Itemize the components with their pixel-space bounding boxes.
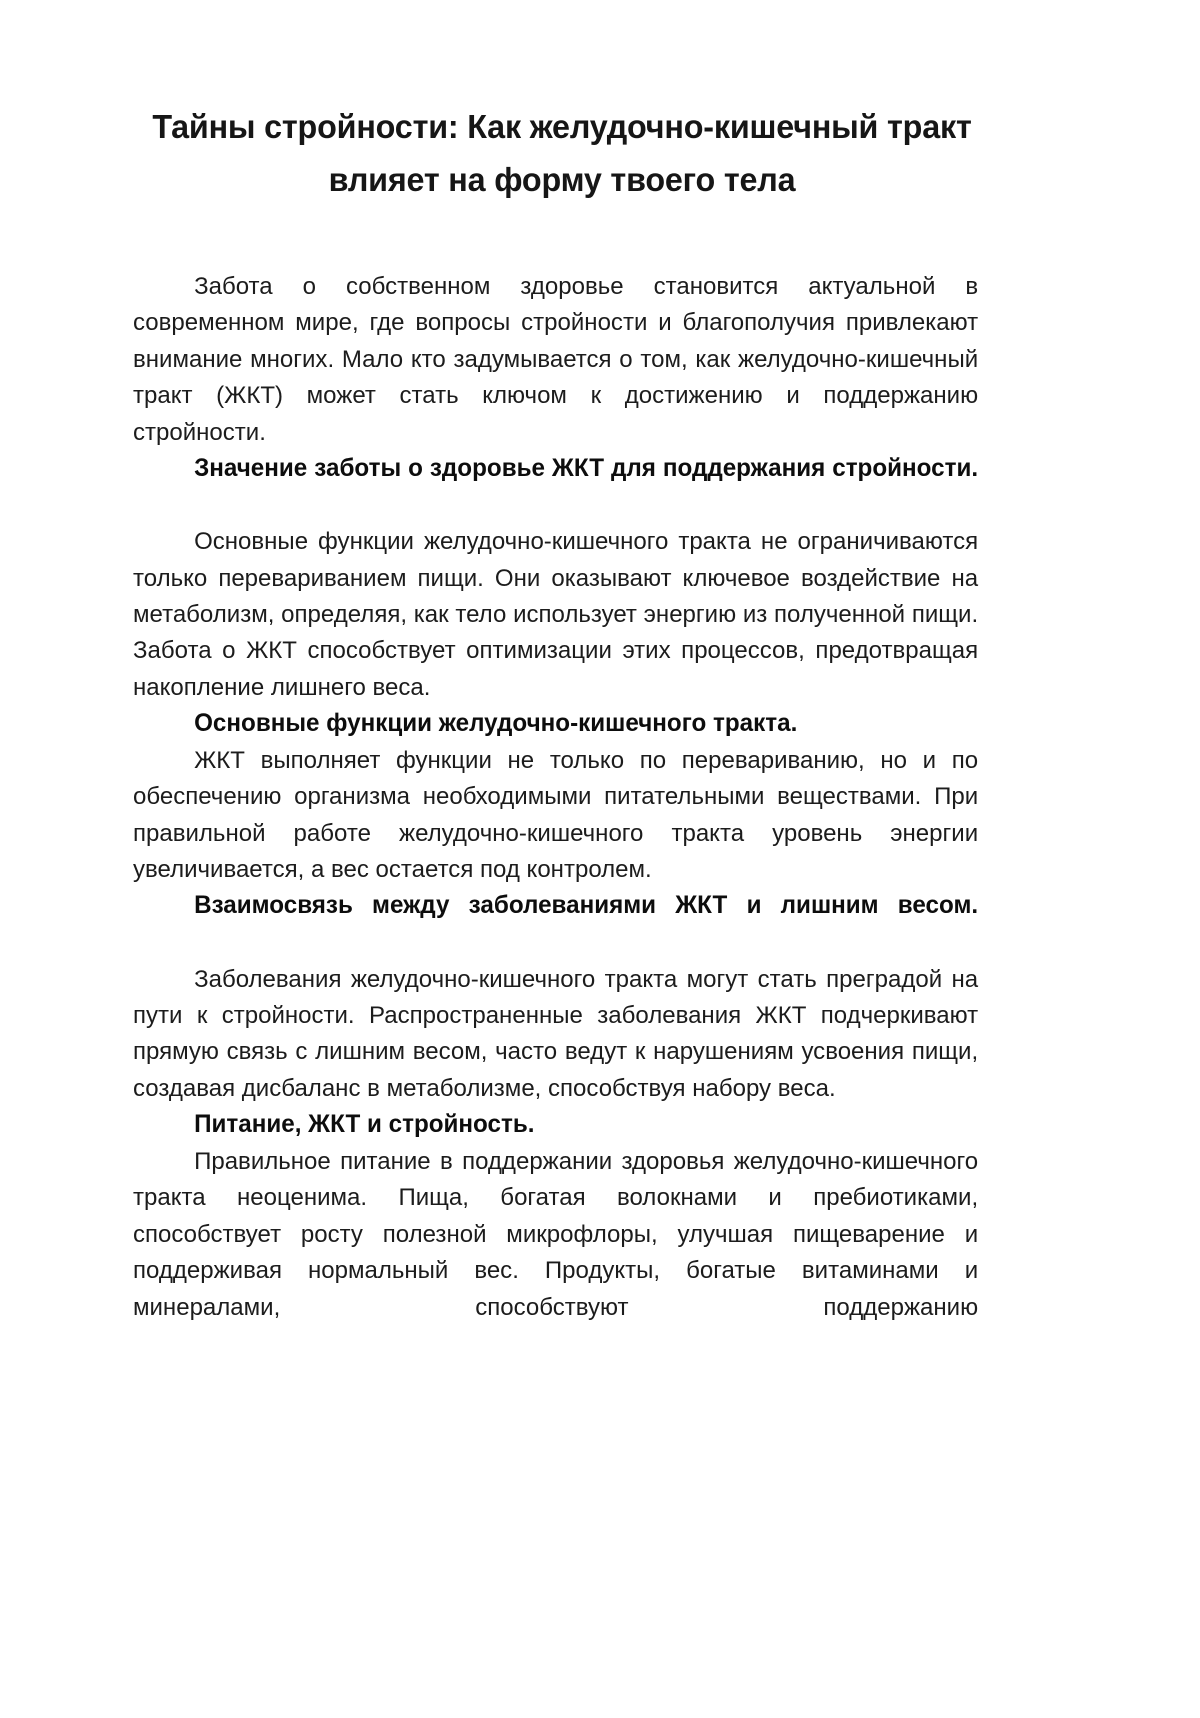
section-heading-pitanie: Питание, ЖКТ и стройность. [194,1111,535,1139]
paragraph-zhkt-vyipolnyaet: ЖКТ выполняет функции не только по перевариванию, но и по обеспечению организма необходимыми питательными веществами. При правильной работе желудочно-кишечного тракта уровень энергии увеличивается, а вес остается под контролем. [133,746,979,884]
section-heading-znachenie-zabotyi: Значение заботы о здоровье ЖКТ для поддержания стройности. [194,455,979,483]
title-spacer [133,207,991,269]
paragraph-intro: Забота о собственном здоровье становится актуальной в современном мире, где вопросы стройности и благополучия привлекают внимание многих. Мало кто задумывается о том, как желудочно-кишечный тракт (ЖКТ) может стать ключом к достижению и поддержанию стройности. [133,273,979,446]
paragraph-osnovnyie-funktsii: Основные функции желудочно-кишечного тракта не ограничиваются только перевариванием пищи. Они оказывают ключевое воздействие на метаболизм, определяя, как тело использует энергию из полученной пищи. Забота о ЖКТ способствует оптимизации этих процессов, предотвращая накопление лишнего веса. [133,528,979,701]
section-heading-osnovnyie-funktsii: Основные функции желудочно-кишечного тракта. [194,710,798,738]
document-content [133,0,991,1362]
section-heading-vzaimosvyaz: Взаимосвязь между заболеваниями ЖКТ и лишним весом. [194,892,979,920]
page-title: Тайны стройности: Как желудочно-кишечный тракт влияет на форму твоего тела [152,109,972,199]
paragraph-pravilnoe-pitanie: Правильное питание в поддержании здоровья желудочно-кишечного тракта неоценима. Пища, богатая волокнами и пребиотиками, способствует росту полезной микрофлоры, улучшая пищеварение и поддерживая нормальный вес. Продукты, богатые витаминами и минералами, способствуют поддержанию [133,1147,979,1321]
paragraph-zabolevaniya: Заболевания желудочно-кишечного тракта могут стать преградой на пути к стройности. Распространенные заболевания ЖКТ подчеркивают прямую связь с лишним весом, часто ведут к нарушениям усвоения пищи, создавая дисбаланс в метаболизме, способствуя набору веса. [133,965,979,1102]
